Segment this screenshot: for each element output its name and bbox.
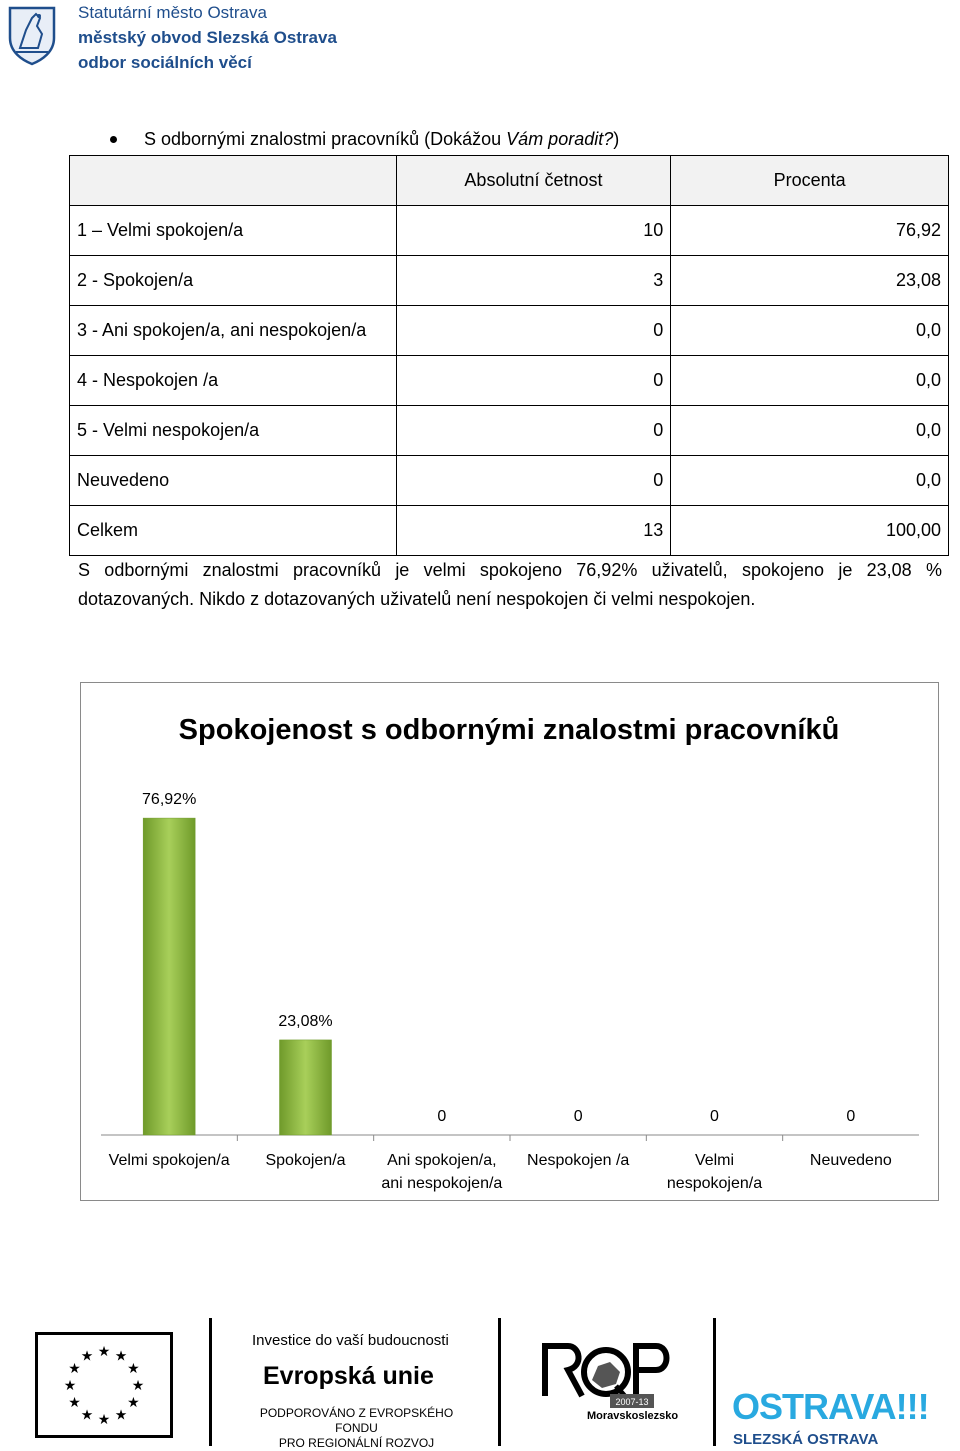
- row-label: Neuvedeno: [70, 456, 397, 506]
- row-percent: 76,92: [671, 206, 949, 256]
- eu-fund-text: PODPOROVÁNO Z EVROPSKÉHO FONDU PRO REGIONÁLNÍ ROZVOJ: [259, 1406, 454, 1450]
- slezska-ostrava-logo: SLEZSKÁ OSTRAVA: [733, 1431, 879, 1448]
- rop-region: Moravskoslezsko: [587, 1410, 679, 1422]
- table-row: [70, 306, 949, 356]
- table-header-percent: Procenta: [671, 156, 949, 206]
- chart-title: Spokojenost s odbornými znalostmi pracovníků: [178, 714, 840, 746]
- row-percent: 0,0: [671, 406, 949, 456]
- bar-2: [280, 1040, 332, 1135]
- row-count: 3: [396, 256, 671, 306]
- row-percent: 0,0: [671, 456, 949, 506]
- data-label: 23,08%: [278, 1012, 333, 1030]
- bullet-icon: [110, 136, 117, 143]
- category-label: Velmi spokojen/a: [108, 1152, 230, 1169]
- row-label: 3 - Ani spokojen/a, ani nespokojen/a: [70, 306, 397, 356]
- table-header-empty: [70, 156, 397, 206]
- svg-text:2007-13: 2007-13: [615, 1397, 649, 1407]
- table-header-count: Absolutní četnost: [396, 156, 671, 206]
- eu-invest-slogan: Investice do vaší budoucnosti: [252, 1332, 449, 1349]
- header-district: městský obvod Slezská Ostrava: [78, 28, 337, 47]
- bar-1: [143, 818, 195, 1135]
- data-label: 0: [710, 1108, 719, 1125]
- star-icon: ★: [68, 1395, 81, 1411]
- bar-chart: [80, 682, 939, 1201]
- star-icon: ★: [114, 1407, 128, 1424]
- summary-paragraph: S odbornými znalostmi pracovníků je velmi spokojeno 76,92% uživatelů, spokojeno je 23,08 % dotazovaných. Nikdo z dotazovaných uživatelů není nespokojen či velmi nespokojen.: [78, 560, 942, 609]
- row-percent: 100,00: [671, 506, 949, 556]
- row-count: 0: [396, 406, 671, 456]
- table-row-total: [70, 506, 949, 556]
- row-label: Celkem: [70, 506, 397, 556]
- category-label: Ani spokojen/a,: [387, 1152, 497, 1169]
- table-row: [70, 456, 949, 506]
- row-label: 1 – Velmi spokojen/a: [70, 206, 397, 256]
- table-row: [70, 256, 949, 306]
- header-department: odbor sociálních věcí: [78, 53, 252, 72]
- row-label: 2 - Spokojen/a: [70, 256, 397, 306]
- row-count: 0: [396, 306, 671, 356]
- star-icon: ★: [131, 1378, 145, 1394]
- star-icon: ★: [97, 1344, 111, 1360]
- row-percent: 23,08: [671, 256, 949, 306]
- footer-divider: [209, 1318, 212, 1446]
- page-header: [0, 0, 960, 72]
- table-row: [70, 356, 949, 406]
- ostrava-logo: OSTRAVA!!!: [732, 1386, 929, 1427]
- bar-chart-canvas: [81, 683, 938, 1200]
- row-count: 0: [396, 356, 671, 406]
- star-icon: ★: [114, 1348, 128, 1365]
- data-label: 0: [437, 1108, 447, 1125]
- table-header-row: [70, 156, 949, 206]
- footer-divider: [498, 1318, 501, 1446]
- category-label: Neuvedeno: [809, 1152, 892, 1169]
- category-label: Spokojen/a: [265, 1152, 346, 1169]
- table-row: [70, 206, 949, 256]
- star-icon: ★: [68, 1361, 81, 1377]
- category-label: Velmi: [694, 1152, 735, 1169]
- row-percent: 0,0: [671, 356, 949, 406]
- page-footer: [0, 1310, 960, 1451]
- results-table: [69, 155, 949, 556]
- data-label: 0: [573, 1108, 583, 1125]
- city-coat-of-arms-icon: [6, 4, 58, 66]
- category-label: nespokojen/a: [666, 1175, 763, 1192]
- row-count: 13: [396, 506, 671, 556]
- eu-title: Evropská unie: [263, 1362, 434, 1390]
- question-text: S odbornými znalostmi pracovníků (Dokážou Vám poradit?): [144, 129, 620, 149]
- star-icon: ★: [127, 1395, 140, 1411]
- footer-divider: [713, 1318, 716, 1446]
- header-city: Statutární město Ostrava: [78, 3, 267, 22]
- star-icon: ★: [80, 1407, 94, 1424]
- row-label: 4 - Nespokojen /a: [70, 356, 397, 406]
- category-label: ani nespokojen/a: [381, 1175, 503, 1192]
- table-row: [70, 406, 949, 456]
- category-label: Nespokojen /a: [527, 1152, 630, 1169]
- star-icon: ★: [80, 1348, 94, 1365]
- row-percent: 0,0: [671, 306, 949, 356]
- data-label: 0: [846, 1108, 856, 1125]
- star-icon: ★: [63, 1378, 77, 1394]
- row-count: 0: [396, 456, 671, 506]
- data-label: 76,92%: [142, 791, 197, 809]
- star-icon: ★: [127, 1361, 140, 1377]
- eu-flag-icon: [35, 1332, 173, 1438]
- star-icon: ★: [97, 1412, 111, 1428]
- row-label: 5 - Velmi nespokojen/a: [70, 406, 397, 456]
- row-count: 10: [396, 206, 671, 256]
